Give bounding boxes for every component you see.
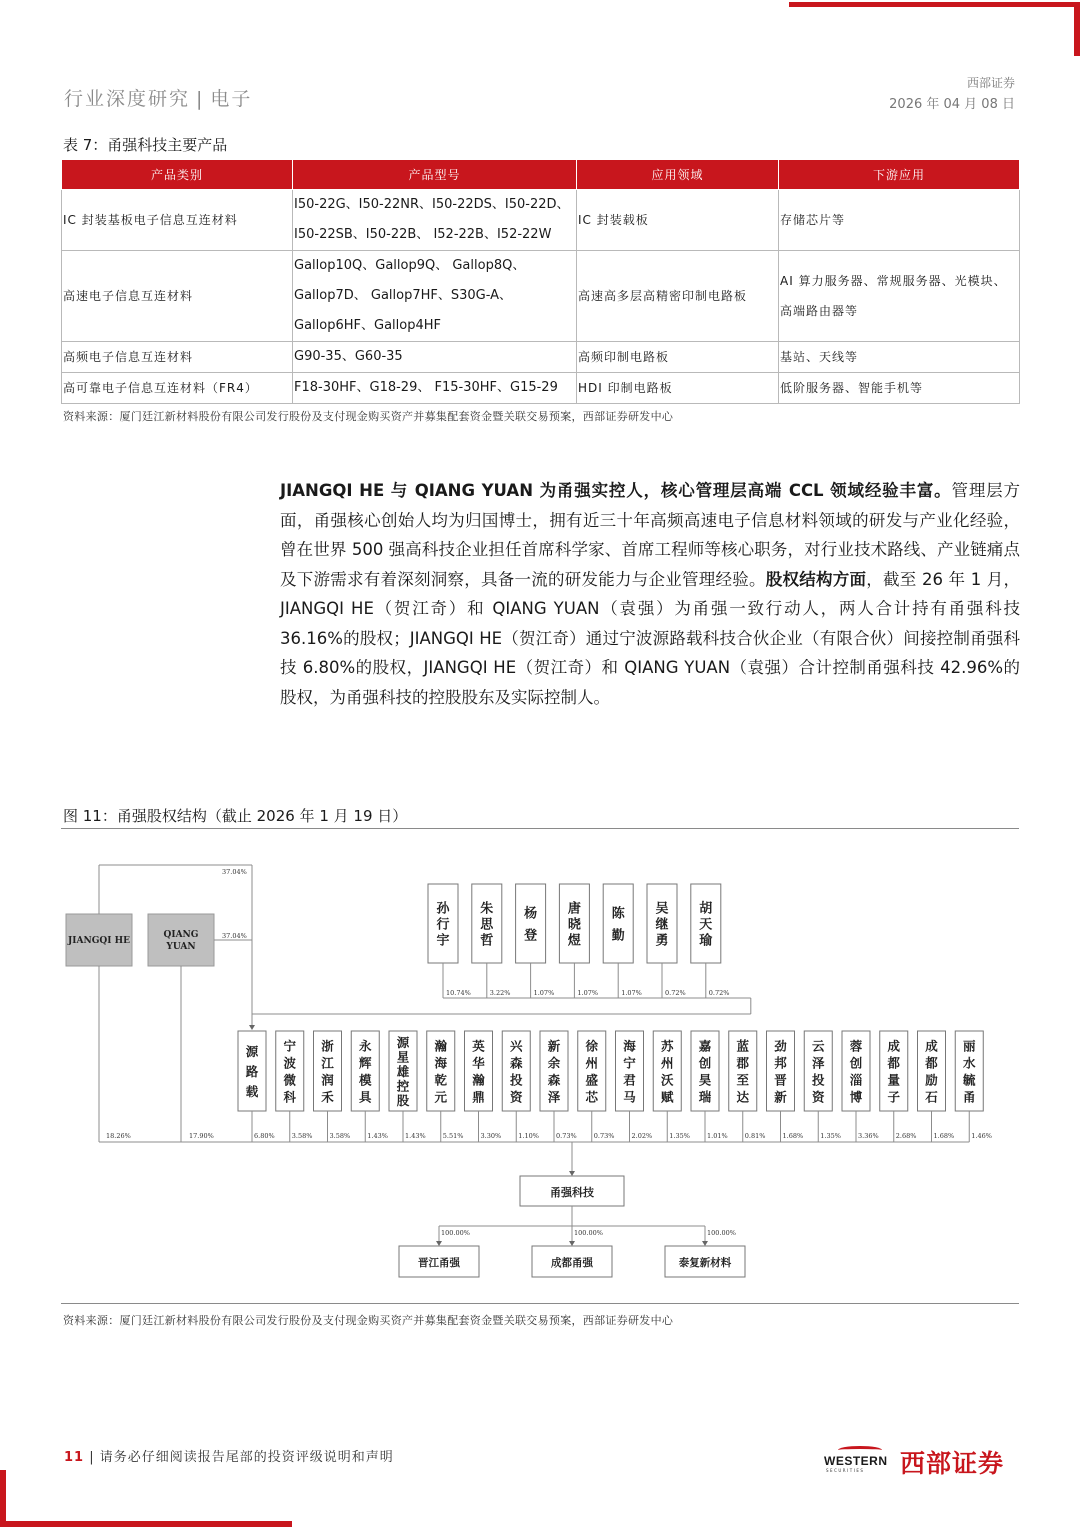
vertical-char: 禾 [321, 1089, 334, 1105]
subsidiary-name: 泰复新材料 [678, 1257, 732, 1269]
vertical-char: 路 [245, 1064, 259, 1079]
vertical-char: 永 [358, 1038, 372, 1054]
vertical-char: 达 [736, 1089, 750, 1105]
lp-box [516, 884, 546, 963]
vertical-char: 华 [472, 1055, 485, 1071]
percent-label: 1.01% [707, 1132, 728, 1140]
percent-label: 1.07% [533, 989, 555, 997]
subsidiary-name: 晋江甬强 [418, 1257, 460, 1269]
logo-cn: 西部证券 [900, 1449, 1005, 1478]
vertical-char: 徐 [585, 1038, 599, 1054]
percent-label: 2.02% [631, 1132, 653, 1140]
vertical-char: 波 [283, 1055, 297, 1071]
vertical-char: 森 [509, 1055, 523, 1071]
vertical-char: 毓 [962, 1072, 976, 1088]
vertical-char: 江 [321, 1055, 334, 1071]
vertical-char: 吴 [655, 901, 669, 917]
vertical-char: 新 [547, 1038, 561, 1054]
header-separator: | [196, 88, 205, 110]
shareholder-name [396, 1035, 410, 1108]
cell-category: IC 封装基板电子信息互连材料 [62, 190, 293, 251]
vertical-char: 森 [547, 1072, 561, 1088]
vertical-char: 天 [699, 917, 713, 933]
downstream-line: AI 算力服务器、常规服务器、光模块、 [780, 274, 1007, 288]
vertical-char: 具 [358, 1089, 372, 1105]
header-firm: 西部证券 [966, 76, 1015, 90]
vertical-char: 润 [321, 1072, 334, 1088]
cell-field: 高速高多层高精密印制电路板 [577, 251, 779, 342]
vertical-char: 哲 [480, 933, 494, 949]
figure-title: 图 11：甬强股权结构（截止 2026 年 1 月 19 日） [63, 807, 408, 825]
vertical-char: 石 [925, 1089, 938, 1105]
header-date: 2026 年 04 月 08 日 [889, 97, 1015, 112]
vertical-char: 微 [283, 1072, 297, 1088]
vertical-char: 思 [480, 917, 494, 933]
percent-label: 18.26% [106, 1132, 131, 1140]
vertical-char: 杨 [524, 906, 538, 922]
vertical-char: 苏 [660, 1038, 674, 1054]
vertical-char: 乾 [434, 1072, 448, 1088]
vertical-char: 嘉 [698, 1038, 712, 1054]
percent-label: 1.46% [971, 1132, 992, 1140]
model-line: Gallop7D、 Gallop7HF、S30G-A、 [294, 288, 513, 303]
shareholder-name [246, 1044, 259, 1099]
vertical-char: 州 [585, 1055, 599, 1071]
percent-label: 3.58% [291, 1132, 313, 1140]
figure-bottom-rule [61, 1303, 1019, 1304]
percent-label: 10.74% [446, 989, 471, 997]
vertical-char: 赋 [660, 1089, 674, 1105]
vertical-char: 至 [736, 1072, 750, 1088]
column-header: 产品型号 [293, 160, 577, 190]
vertical-char: 昊 [698, 1072, 712, 1088]
column-header: 产品类别 [62, 160, 293, 190]
percent-label: 1.43% [367, 1132, 388, 1140]
arrow-head [569, 1171, 575, 1176]
vertical-char: 星 [396, 1049, 410, 1065]
vertical-char: 投 [509, 1072, 523, 1088]
paragraph-body-2: ，截至 26 年 1 月，JIANGQI HE（贺江奇）和 QIANG YUAN（袁强）为甬强一致行动人，两人合计持有甬强科技 36.16%的股权；JIANGQI HE（贺江奇）通过宁波源路载科技合伙企业（有限合伙）间接控制甬强科技 6.80%的股权，JIANGQI HE（贺江奇）和 QIANG YUAN（袁强）合计控制甬强科技 42.96%的股权，为甬强科技的控股股东及实际控制人。 [280, 569, 1021, 707]
cell-category: 高速电子信息互连材料 [62, 251, 293, 342]
vertical-char: 行 [436, 917, 450, 933]
vertical-char: 成 [887, 1038, 901, 1054]
vertical-char: 孙 [436, 901, 450, 917]
model-line: G90-35、G60-35 [294, 349, 403, 364]
footer-disclaimer: 请务必仔细阅读报告尾部的投资评级说明和声明 [99, 1450, 394, 1465]
vertical-char: 沃 [660, 1072, 674, 1088]
lp-name [480, 901, 494, 949]
vertical-char: 登 [524, 928, 538, 944]
vertical-char: 继 [655, 917, 669, 933]
vertical-char: 雄 [396, 1064, 410, 1079]
vertical-char: 辉 [358, 1055, 372, 1071]
lp-name [655, 902, 668, 949]
model-line: F18-30HF、G18-29、 F15-30HF、G15-29 [294, 380, 558, 395]
vertical-char: 科 [283, 1089, 297, 1105]
paragraph-lead: JIANGQI HE 与 QIANG YUAN 为甬强实控人，核心管理层高端 CCL 领域经验丰富。 [280, 481, 952, 500]
percent-label: 100.00% [441, 1229, 470, 1237]
vertical-char: 资 [509, 1089, 523, 1105]
vertical-char: 都 [925, 1055, 938, 1071]
percent-label: 1.35% [669, 1132, 690, 1140]
founder-name: YUAN [166, 942, 196, 952]
downstream-line: 基站、天线等 [780, 350, 859, 364]
column-header: 应用领域 [577, 160, 779, 190]
downstream-line: 高端路由器等 [780, 304, 859, 318]
founder-box [148, 914, 214, 966]
vertical-char: 煜 [567, 933, 581, 949]
column-header: 下游应用 [779, 160, 1020, 190]
logo-en-sub: SECURITIES [826, 1468, 865, 1473]
lp-name [568, 901, 581, 949]
percent-label: 3.30% [480, 1132, 502, 1140]
percent-label: 1.35% [820, 1132, 841, 1140]
vertical-char: 胡 [699, 901, 713, 917]
percent-label: 1.10% [518, 1132, 539, 1140]
vertical-char: 云 [811, 1038, 825, 1054]
figure-source-note: 资料来源：厦门廷江新材料股份有限公司发行股份及支付现金购买资产并募集配套资金暨关联交易预案，西部证券研发中心 [63, 1314, 674, 1327]
vertical-char: 水 [962, 1055, 976, 1071]
vertical-char: 瀚 [472, 1072, 485, 1088]
percent-label: 1.68% [933, 1132, 955, 1140]
model-line: I50-22SB、I50-22B、 I52-22B、I52-22W [294, 227, 552, 242]
vertical-char: 甬 [962, 1089, 976, 1105]
percent-label: 100.00% [574, 1229, 603, 1237]
vertical-char: 丽 [962, 1038, 976, 1054]
percent-label: 5.51% [442, 1132, 464, 1140]
percent-label: 37.04% [222, 868, 247, 876]
arrow-head [249, 1025, 255, 1030]
vertical-char: 资 [811, 1089, 825, 1105]
vertical-char: 子 [887, 1089, 901, 1105]
vertical-char: 元 [434, 1089, 448, 1105]
percent-label: 1.43% [405, 1132, 426, 1140]
percent-label: 3.22% [489, 989, 511, 997]
vertical-char: 宁 [283, 1038, 297, 1054]
vertical-char: 州 [660, 1055, 674, 1071]
downstream-line: 存储芯片等 [780, 213, 846, 227]
table-source-note: 资料来源：厦门廷江新材料股份有限公司发行股份及支付现金购买资产并募集配套资金暨关联交易预案，西部证券研发中心 [63, 410, 674, 423]
arrow-head [569, 1241, 575, 1246]
vertical-char: 创 [849, 1055, 863, 1071]
vertical-char: 余 [547, 1055, 561, 1071]
logo-swoosh-icon [838, 1446, 882, 1454]
vertical-char: 股 [396, 1093, 410, 1108]
vertical-char: 瑜 [699, 933, 713, 949]
company-name: 甬强科技 [550, 1186, 594, 1199]
vertical-char: 蓝 [736, 1038, 750, 1054]
vertical-char: 载 [245, 1084, 259, 1099]
vertical-char: 泽 [547, 1089, 561, 1105]
vertical-char: 海 [434, 1055, 448, 1071]
vertical-char: 朱 [480, 901, 494, 917]
vertical-char: 陈 [611, 906, 625, 922]
vertical-char: 兴 [509, 1038, 523, 1054]
percent-label: 6.80% [254, 1132, 275, 1140]
vertical-char: 盛 [585, 1072, 599, 1088]
percent-label: 0.72% [665, 989, 686, 997]
percent-label: 2.68% [895, 1132, 917, 1140]
percent-label: 3.58% [329, 1132, 351, 1140]
lp-box [603, 884, 633, 963]
percent-label: 1.68% [782, 1132, 804, 1140]
vertical-char: 控 [396, 1078, 410, 1094]
vertical-char: 成 [925, 1038, 938, 1054]
arrow-head [702, 1241, 708, 1246]
paragraph-body-1: 管理层方面，甬强核心创始人均为归国博士，拥有近三十年高频高速电子信息材料领域的研发与产业化经验，曾在世界 500 强高科技企业担任首席科学家、首席工程师等核心职务，对行业技术路线、产业链痛点及下游需求有着深刻洞察，具备一流的研发能力与企业管理经验。 [280, 481, 1021, 589]
vertical-char: 鼎 [472, 1089, 485, 1105]
vertical-char: 宇 [436, 933, 450, 949]
vertical-char: 芯 [585, 1089, 599, 1105]
vertical-char: 宁 [623, 1055, 636, 1071]
vertical-char: 晋 [774, 1072, 787, 1088]
percent-label: 0.73% [593, 1132, 615, 1140]
vertical-char: 瀚 [434, 1038, 448, 1054]
vertical-char: 瑞 [698, 1089, 712, 1105]
cell-field: HDI 印制电路板 [577, 373, 779, 404]
percent-label: 3.36% [858, 1132, 879, 1140]
vertical-char: 浙 [321, 1038, 334, 1054]
vertical-char: 都 [887, 1055, 901, 1071]
vertical-char: 英 [472, 1038, 485, 1054]
vertical-char: 励 [925, 1072, 938, 1088]
percent-label: 1.07% [621, 989, 642, 997]
model-line: Gallop6HF、Gallop4HF [294, 318, 441, 333]
model-line: Gallop10Q、Gallop9Q、 Gallop8Q、 [294, 258, 526, 273]
page-number: 11 [64, 1450, 85, 1465]
logo-en: WESTERN [824, 1454, 888, 1468]
model-line: I50-22G、I50-22NR、I50-22DS、I50-22D、 [294, 197, 570, 212]
cell-field: IC 封装载板 [577, 190, 779, 251]
cell-category: 高可靠电子信息互连材料（FR4） [62, 373, 293, 404]
vertical-char: 投 [811, 1072, 825, 1088]
vertical-char: 模 [358, 1072, 372, 1088]
vertical-char: 君 [623, 1072, 636, 1088]
cell-field: 高频印制电路板 [577, 342, 779, 373]
table-title: 表 7：甬强科技主要产品 [63, 136, 228, 154]
percent-label: 100.00% [707, 1229, 736, 1237]
founder-name: JIANGQI HE [68, 936, 130, 946]
vertical-char: 蓉 [849, 1038, 863, 1054]
vertical-char: 新 [774, 1089, 787, 1105]
vertical-char: 创 [698, 1055, 712, 1071]
vertical-char: 泽 [811, 1055, 825, 1071]
vertical-char: 量 [887, 1072, 901, 1088]
cell-category: 高频电子信息互连材料 [62, 342, 293, 373]
percent-label: 1.07% [577, 989, 599, 997]
vertical-char: 源 [245, 1044, 259, 1059]
vertical-char: 源 [396, 1035, 410, 1050]
lp-name [699, 901, 713, 949]
report-type: 行业深度研究 [64, 88, 191, 110]
vertical-char: 博 [849, 1089, 863, 1105]
western-securities-logo [824, 1444, 1024, 1478]
percent-label: 17.90% [189, 1132, 214, 1140]
vertical-char: 马 [623, 1089, 636, 1105]
downstream-line: 低阶服务器、智能手机等 [780, 381, 924, 395]
founder-name: QIANG [163, 930, 199, 940]
vertical-char: 勤 [611, 928, 625, 944]
paragraph-lead-2: 股权结构方面 [765, 569, 867, 589]
percent-label: 0.73% [556, 1132, 577, 1140]
percent-label: 37.04% [222, 932, 247, 940]
report-sector: 电子 [210, 88, 253, 110]
percent-label: 0.81% [744, 1132, 766, 1140]
footer: 11 | 请务必仔细阅读报告尾部的投资评级说明和声明 [64, 1450, 394, 1465]
vertical-char: 淄 [849, 1072, 863, 1088]
subsidiary-name: 成都甬强 [551, 1257, 593, 1269]
vertical-char: 海 [623, 1038, 636, 1054]
percent-label: 0.72% [708, 989, 730, 997]
vertical-char: 劲 [774, 1038, 787, 1054]
vertical-char: 邦 [774, 1055, 787, 1071]
vertical-char: 勇 [655, 933, 669, 949]
arrow-head [436, 1241, 442, 1246]
vertical-char: 郡 [736, 1055, 750, 1071]
vertical-char: 晓 [567, 917, 581, 933]
lp-name [436, 901, 450, 949]
vertical-char: 唐 [567, 901, 581, 917]
